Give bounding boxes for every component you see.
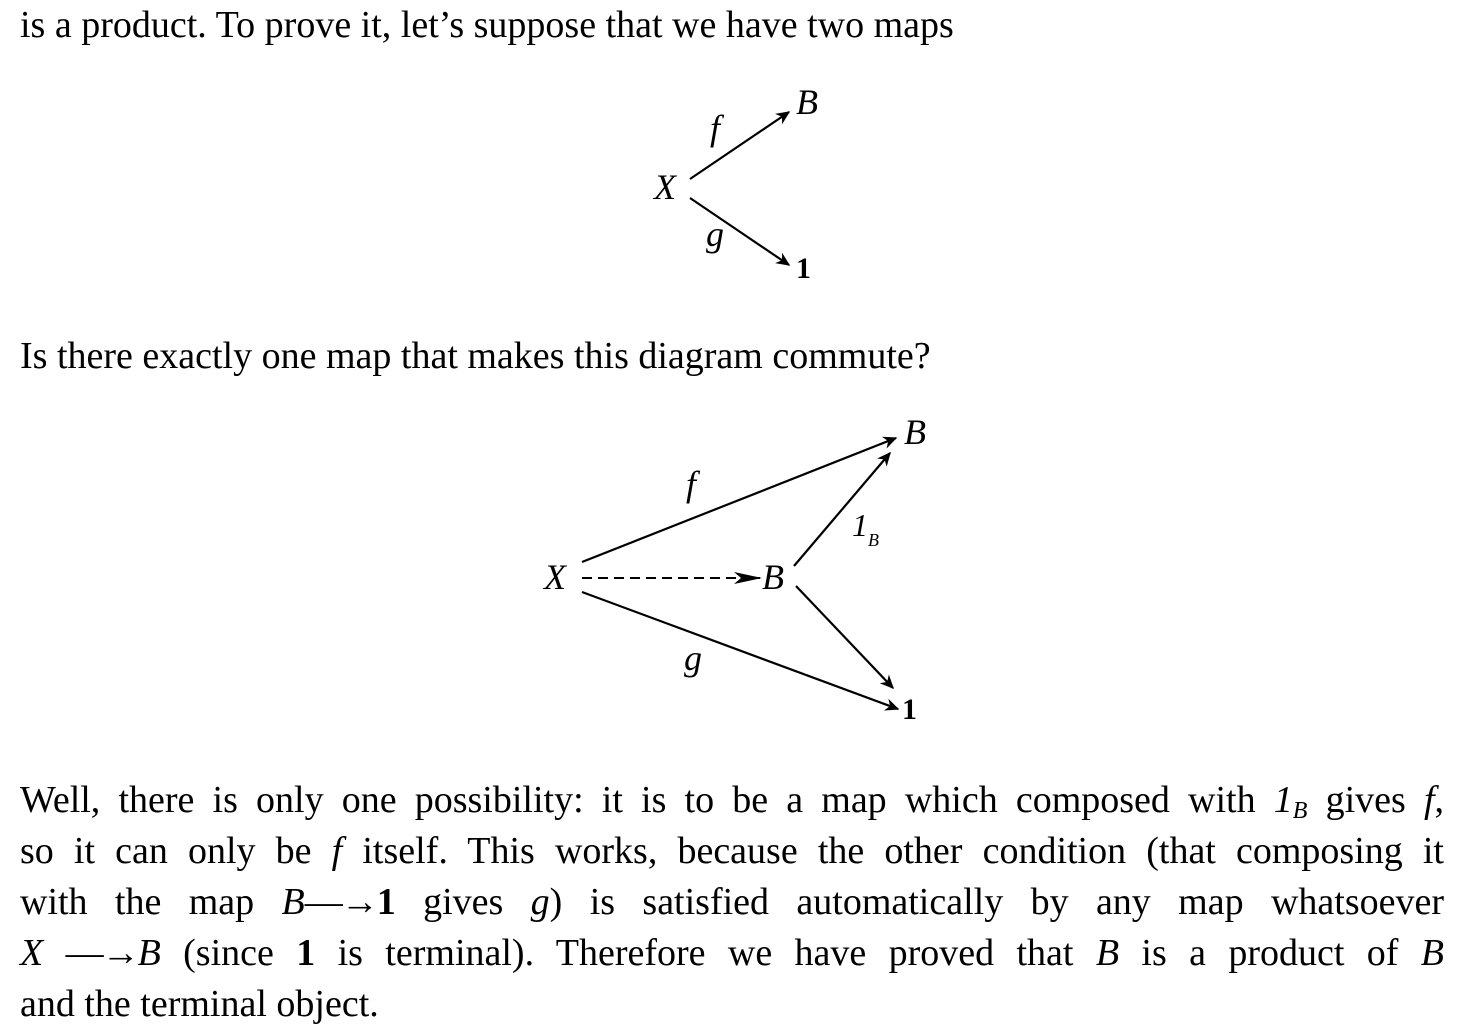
text-question: Is there exactly one map that makes this diagram commute? bbox=[20, 335, 931, 377]
arrow-dashed-head bbox=[734, 572, 762, 584]
arrow-g bbox=[690, 198, 789, 265]
text-line-p3-4: X —→B (since 1 is terminal). Therefore we have proved that B is a product of B bbox=[20, 932, 1445, 974]
text-line-1: is a product. To prove it, let’s suppose that we have two maps bbox=[20, 4, 954, 46]
text-line-p3-2: so it can only be f itself. This works, because the other condition (that composing it bbox=[20, 830, 1444, 872]
object-terminal: 1 bbox=[796, 252, 811, 285]
object-terminal: 1 bbox=[902, 693, 917, 726]
arrow-f bbox=[690, 112, 789, 179]
commuting-diagram bbox=[542, 412, 926, 726]
arrow-g bbox=[582, 592, 898, 709]
arrow-label-f: f bbox=[686, 464, 697, 504]
arrow-label-g: g bbox=[684, 638, 702, 678]
object-B: B bbox=[796, 82, 818, 122]
span-diagram bbox=[652, 82, 818, 285]
object-B-middle: B bbox=[762, 557, 784, 597]
identity-symbol: 1 bbox=[852, 507, 868, 543]
identity-subscript: B bbox=[868, 530, 879, 550]
text-line-p3-5: and the terminal object. bbox=[20, 983, 379, 1025]
object-B-top: B bbox=[904, 412, 926, 452]
object-X: X bbox=[654, 167, 676, 207]
arrow-label-identity-B bbox=[852, 507, 879, 550]
object-X: X bbox=[544, 557, 566, 597]
arrow-label-g: g bbox=[706, 214, 724, 254]
text-line-p3-3: with the map B—→1 gives g) is satisfied automatically by any map whatsoever bbox=[20, 881, 1445, 923]
arrow-label-f: f bbox=[710, 108, 721, 148]
arrow-B-to-terminal bbox=[796, 586, 893, 688]
text-line-p3-1: Well, there is only one possibility: it is to be a map which composed with $1_B$ gives f, bbox=[20, 779, 1444, 824]
